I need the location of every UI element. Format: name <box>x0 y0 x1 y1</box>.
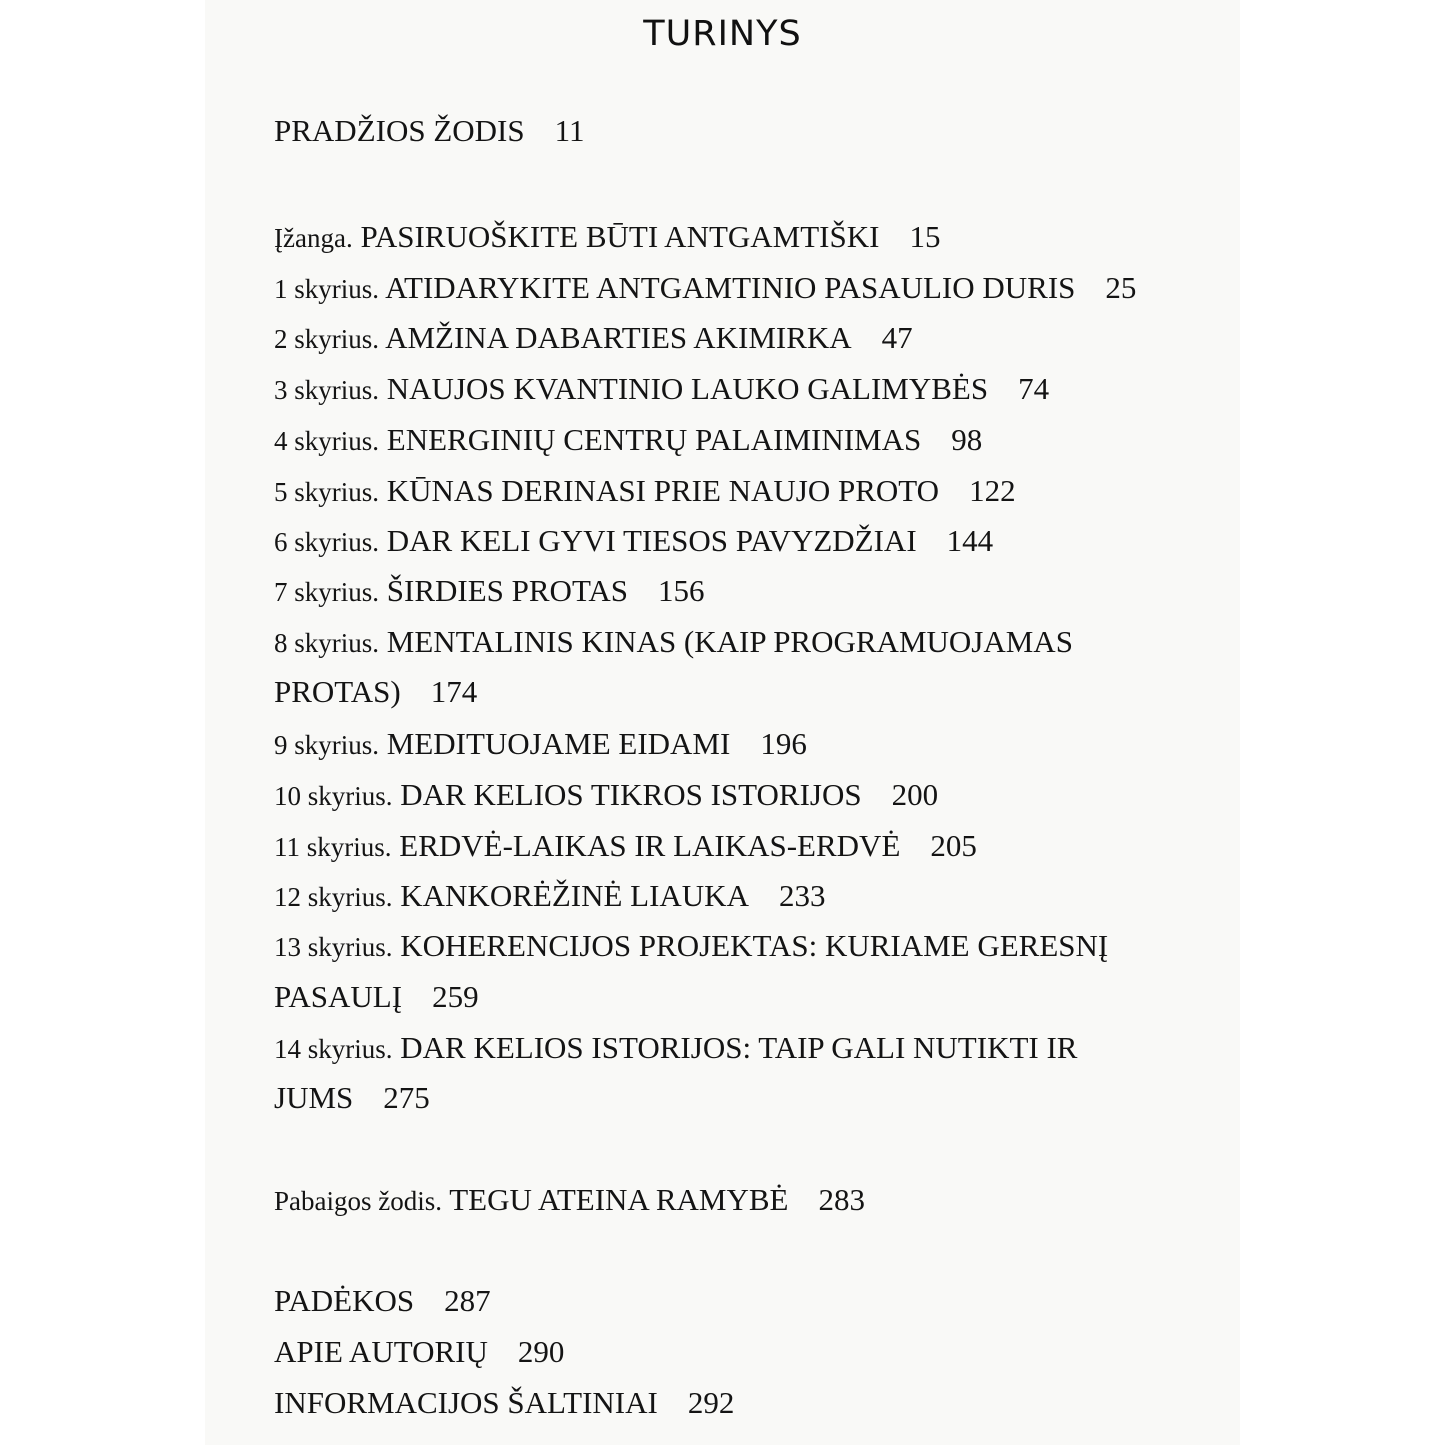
toc-entry-label: 7 skyrius. <box>274 577 380 607</box>
toc-entry-chapter-5 <box>274 472 1016 511</box>
toc-entry-chapter-3 <box>274 370 1049 409</box>
toc-entry-title: MENTALINIS KINAS (KAIP PROGRAMUOJAMAS <box>386 624 1073 659</box>
toc-entry-page: 74 <box>1018 371 1050 406</box>
toc-entry-title: TEGU ATEINA RAMYBĖ <box>449 1182 789 1217</box>
toc-entry-title: JUMS <box>274 1080 354 1115</box>
toc-entry-page: 196 <box>760 726 807 761</box>
toc-entry-page: 275 <box>383 1080 430 1115</box>
toc-entry-page: 122 <box>969 473 1016 508</box>
toc-entry-title: DAR KELIOS TIKROS ISTORIJOS <box>400 777 862 812</box>
toc-entry-label: 10 skyrius. <box>274 781 393 811</box>
toc-entry-chapter-14-continued <box>274 1079 430 1117</box>
toc-entry-label: Įžanga. <box>274 223 353 253</box>
toc-entry-title: ERDVĖ-LAIKAS IR LAIKAS-ERDVĖ <box>399 828 901 863</box>
toc-entry-chapter-8 <box>274 623 1073 662</box>
toc-entry-chapter-8-continued <box>274 673 477 711</box>
toc-entry-label: 13 skyrius. <box>274 932 393 962</box>
toc-entry-title: DAR KELI GYVI TIESOS PAVYZDŽIAI <box>386 523 917 558</box>
toc-entry-foreword <box>274 112 584 150</box>
toc-entry-title: INFORMACIJOS ŠALTINIAI <box>274 1385 658 1420</box>
toc-entry-page: 283 <box>818 1182 865 1217</box>
toc-entry-chapter-4 <box>274 421 982 460</box>
toc-entry-title: PASAULĮ <box>274 979 403 1014</box>
toc-entry-title: ENERGINIŲ CENTRŲ PALAIMINIMAS <box>386 422 922 457</box>
toc-entry-title: DAR KELIOS ISTORIJOS: TAIP GALI NUTIKTI IR <box>400 1030 1078 1065</box>
toc-entry-label: 6 skyrius. <box>274 527 380 557</box>
toc-entry-page: 290 <box>517 1334 565 1369</box>
toc-entry-page: 25 <box>1105 270 1137 305</box>
toc-entry-label: 14 skyrius. <box>274 1034 393 1064</box>
toc-entry-page: 15 <box>909 219 941 254</box>
toc-entry-page: 174 <box>430 674 478 709</box>
toc-entry-title: KOHERENCIJOS PROJEKTAS: KURIAME GERESNĮ <box>400 928 1109 963</box>
book-page <box>205 0 1240 1445</box>
toc-entry-chapter-13 <box>274 927 1108 966</box>
toc-entry-title: PASIRUOŠKITE BŪTI ANTGAMTIŠKI <box>360 219 880 254</box>
toc-entry-page: 144 <box>946 523 994 558</box>
toc-entry-title: AMŽINA DABARTIES AKIMIRKA <box>385 320 852 355</box>
toc-entry-about-author <box>274 1333 564 1371</box>
toc-entry-title: KŪNAS DERINASI PRIE NAUJO PROTO <box>386 473 940 508</box>
toc-entry-chapter-1 <box>274 269 1136 308</box>
toc-entry-label: 11 skyrius. <box>274 832 392 862</box>
toc-entry-label: 4 skyrius. <box>274 426 380 456</box>
toc-entry-title: MEDITUOJAME EIDAMI <box>386 726 731 761</box>
toc-entry-page: 11 <box>554 113 585 148</box>
toc-entry-title: ATIDARYKITE ANTGAMTINIO PASAULIO DURIS <box>385 270 1076 305</box>
toc-entry-chapter-13-continued <box>274 978 479 1016</box>
toc-entry-chapter-7 <box>274 572 705 611</box>
toc-entry-label: 8 skyrius. <box>274 628 380 658</box>
page-title: TURINYS <box>643 14 802 54</box>
toc-entry-title: PRADŽIOS ŽODIS <box>274 113 525 148</box>
toc-entry-chapter-2 <box>274 319 913 358</box>
toc-entry-label: 1 skyrius. <box>274 274 380 304</box>
toc-entry-page: 47 <box>881 320 913 355</box>
toc-entry-title: PROTAS) <box>274 674 401 709</box>
toc-entry-title: ŠIRDIES PROTAS <box>386 573 629 608</box>
toc-entry-page: 259 <box>432 979 479 1014</box>
toc-entry-page: 233 <box>778 878 826 913</box>
toc-entry-references <box>274 1384 734 1422</box>
toc-entry-label: 2 skyrius. <box>274 324 380 354</box>
toc-entry-chapter-9 <box>274 725 807 764</box>
toc-entry-afterword <box>274 1181 865 1220</box>
toc-entry-page: 287 <box>444 1283 491 1318</box>
toc-entry-acknowledgements <box>274 1282 491 1320</box>
toc-entry-page: 156 <box>658 573 705 608</box>
toc-entry-title: APIE AUTORIŲ <box>274 1334 488 1369</box>
toc-entry-page: 200 <box>891 777 939 812</box>
toc-entry-page: 205 <box>930 828 977 863</box>
toc-entry-title: NAUJOS KVANTINIO LAUKO GALIMYBĖS <box>386 371 989 406</box>
toc-entry-chapter-6 <box>274 522 993 561</box>
toc-entry-chapter-11 <box>274 827 977 866</box>
toc-entry-label: 3 skyrius. <box>274 375 380 405</box>
toc-entry-title: KANKORĖŽINĖ LIAUKA <box>400 878 749 913</box>
toc-entry-label: 5 skyrius. <box>274 477 380 507</box>
toc-entry-label: Pabaigos žodis. <box>274 1186 442 1216</box>
toc-entry-label: 12 skyrius. <box>274 882 393 912</box>
toc-entry-label: 9 skyrius. <box>274 730 380 760</box>
toc-entry-chapter-12 <box>274 877 825 916</box>
toc-entry-page: 98 <box>951 422 983 457</box>
toc-entry-chapter-10 <box>274 776 938 815</box>
toc-entry-introduction <box>274 218 940 257</box>
toc-entry-page: 292 <box>687 1385 735 1420</box>
toc-entry-title: PADĖKOS <box>274 1283 415 1318</box>
toc-entry-chapter-14 <box>274 1029 1077 1068</box>
